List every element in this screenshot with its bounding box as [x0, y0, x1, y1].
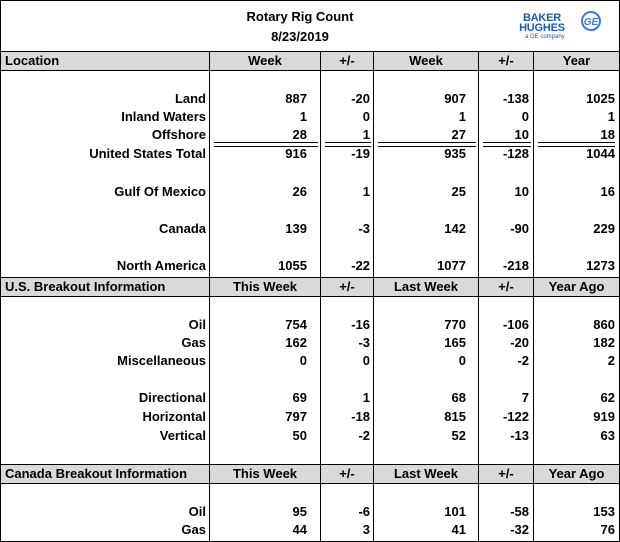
col-header-year-ago: Year Ago	[548, 279, 605, 294]
cell: 797	[285, 409, 307, 424]
cell: 7	[521, 390, 529, 405]
cell: 142	[444, 221, 466, 236]
cell: 68	[451, 390, 466, 405]
cell: -3	[358, 221, 370, 236]
cell: 770	[444, 317, 466, 332]
cell: -13	[510, 428, 529, 443]
row-label: North America	[116, 258, 206, 273]
cell: 165	[444, 335, 466, 350]
cell: -58	[510, 504, 529, 519]
cell: 28	[292, 127, 307, 142]
cell: 50	[292, 428, 307, 443]
row-label: Oil	[188, 504, 206, 519]
row-label: Gulf Of Mexico	[114, 184, 206, 199]
cell: -22	[351, 258, 370, 273]
col-header-this-week: This Week	[232, 279, 298, 294]
cell: 0	[362, 353, 370, 368]
col-header-location: Location	[5, 53, 60, 68]
row-label: Directional	[138, 390, 206, 405]
logo-line2: HUGHES	[519, 22, 565, 34]
cell: 754	[285, 317, 307, 332]
col-header-change-2: +/-	[498, 279, 514, 294]
cell: 25	[451, 184, 466, 199]
cell: 3	[362, 522, 370, 537]
cell: 95	[292, 504, 307, 519]
cell: 0	[458, 353, 466, 368]
row-label: Miscellaneous	[117, 353, 206, 368]
col-header-last-week: Last Week	[393, 466, 459, 481]
col-header-canada-breakout: Canada Breakout Information	[5, 466, 188, 481]
row-label: Horizontal	[142, 409, 206, 424]
cell: -218	[502, 258, 529, 273]
cell: 2	[607, 353, 615, 368]
cell: -3	[358, 335, 370, 350]
cell: 1	[362, 127, 370, 142]
col-header-change: +/-	[339, 53, 355, 68]
cell: 916	[285, 146, 307, 161]
cell: 153	[593, 504, 615, 519]
cell: 935	[444, 146, 466, 161]
cell: -6	[358, 504, 370, 519]
cell: 162	[285, 335, 307, 350]
col-header-us-breakout: U.S. Breakout Information	[5, 279, 166, 294]
cell: 907	[444, 91, 466, 106]
cell: 1077	[437, 258, 466, 273]
cell: 0	[299, 353, 307, 368]
cell: 919	[593, 409, 615, 424]
cell: 1025	[586, 91, 615, 106]
row-label: Vertical	[159, 428, 206, 443]
cell: 1	[607, 109, 615, 124]
col-header-change: +/-	[339, 279, 355, 294]
row-label: Inland Waters	[121, 109, 206, 124]
cell: 229	[593, 221, 615, 236]
baker-hughes-logo	[505, 10, 605, 40]
col-header-prior-week: Week	[409, 53, 443, 68]
col-header-year-ago: Year Ago	[548, 466, 605, 481]
col-header-this-week: This Week	[232, 466, 298, 481]
cell: 887	[285, 91, 307, 106]
cell: -20	[351, 91, 370, 106]
row-label: Offshore	[151, 127, 206, 142]
row-label: Canada	[159, 221, 206, 236]
cell: 815	[444, 409, 466, 424]
cell: 41	[451, 522, 466, 537]
cell: -2	[517, 353, 529, 368]
cell: 1055	[278, 258, 307, 273]
cell: 10	[514, 184, 529, 199]
row-label: United States Total	[89, 146, 206, 161]
cell: -106	[502, 317, 529, 332]
logo-sub: a GE company	[525, 34, 565, 40]
cell: -138	[502, 91, 529, 106]
cell: 10	[514, 127, 529, 142]
cell: -20	[510, 335, 529, 350]
cell: -16	[351, 317, 370, 332]
cell: 182	[593, 335, 615, 350]
col-header-change: +/-	[339, 466, 355, 481]
col-header-change-2: +/-	[498, 466, 514, 481]
cell: 27	[451, 127, 466, 142]
row-label: Oil	[188, 317, 206, 332]
cell: 63	[600, 428, 615, 443]
ge-emblem-icon: GE	[581, 11, 601, 31]
col-header-week: Week	[248, 53, 282, 68]
cell: -2	[358, 428, 370, 443]
cell: 1	[299, 109, 307, 124]
cell: 69	[292, 390, 307, 405]
cell: 62	[600, 390, 615, 405]
cell: -90	[510, 221, 529, 236]
cell: 860	[593, 317, 615, 332]
cell: 1044	[586, 146, 615, 161]
col-header-last-week: Last Week	[393, 279, 459, 294]
col-header-year: Year	[562, 53, 591, 68]
cell: 1273	[586, 258, 615, 273]
logo-line1: BAKER	[522, 12, 562, 24]
cell: -32	[510, 522, 529, 537]
cell: -18	[351, 409, 370, 424]
report-title: Rotary Rig Count	[246, 9, 354, 24]
row-label: Land	[174, 91, 206, 106]
cell: 1	[362, 390, 370, 405]
cell: 101	[444, 504, 466, 519]
cell: 0	[521, 109, 529, 124]
cell: 76	[600, 522, 615, 537]
cell: 44	[292, 522, 307, 537]
cell: 18	[600, 127, 615, 142]
col-header-change-2: +/-	[498, 53, 514, 68]
cell: 1	[362, 184, 370, 199]
cell: 139	[285, 221, 307, 236]
cell: -128	[502, 146, 529, 161]
cell: 16	[600, 184, 615, 199]
cell: 52	[451, 428, 466, 443]
cell: -19	[351, 146, 370, 161]
cell: -122	[502, 409, 529, 424]
cell: 26	[292, 184, 307, 199]
row-label: Gas	[181, 522, 206, 537]
row-label: Gas	[181, 335, 206, 350]
report-date: 8/23/2019	[271, 29, 329, 44]
cell: 0	[362, 109, 370, 124]
cell: 1	[458, 109, 466, 124]
